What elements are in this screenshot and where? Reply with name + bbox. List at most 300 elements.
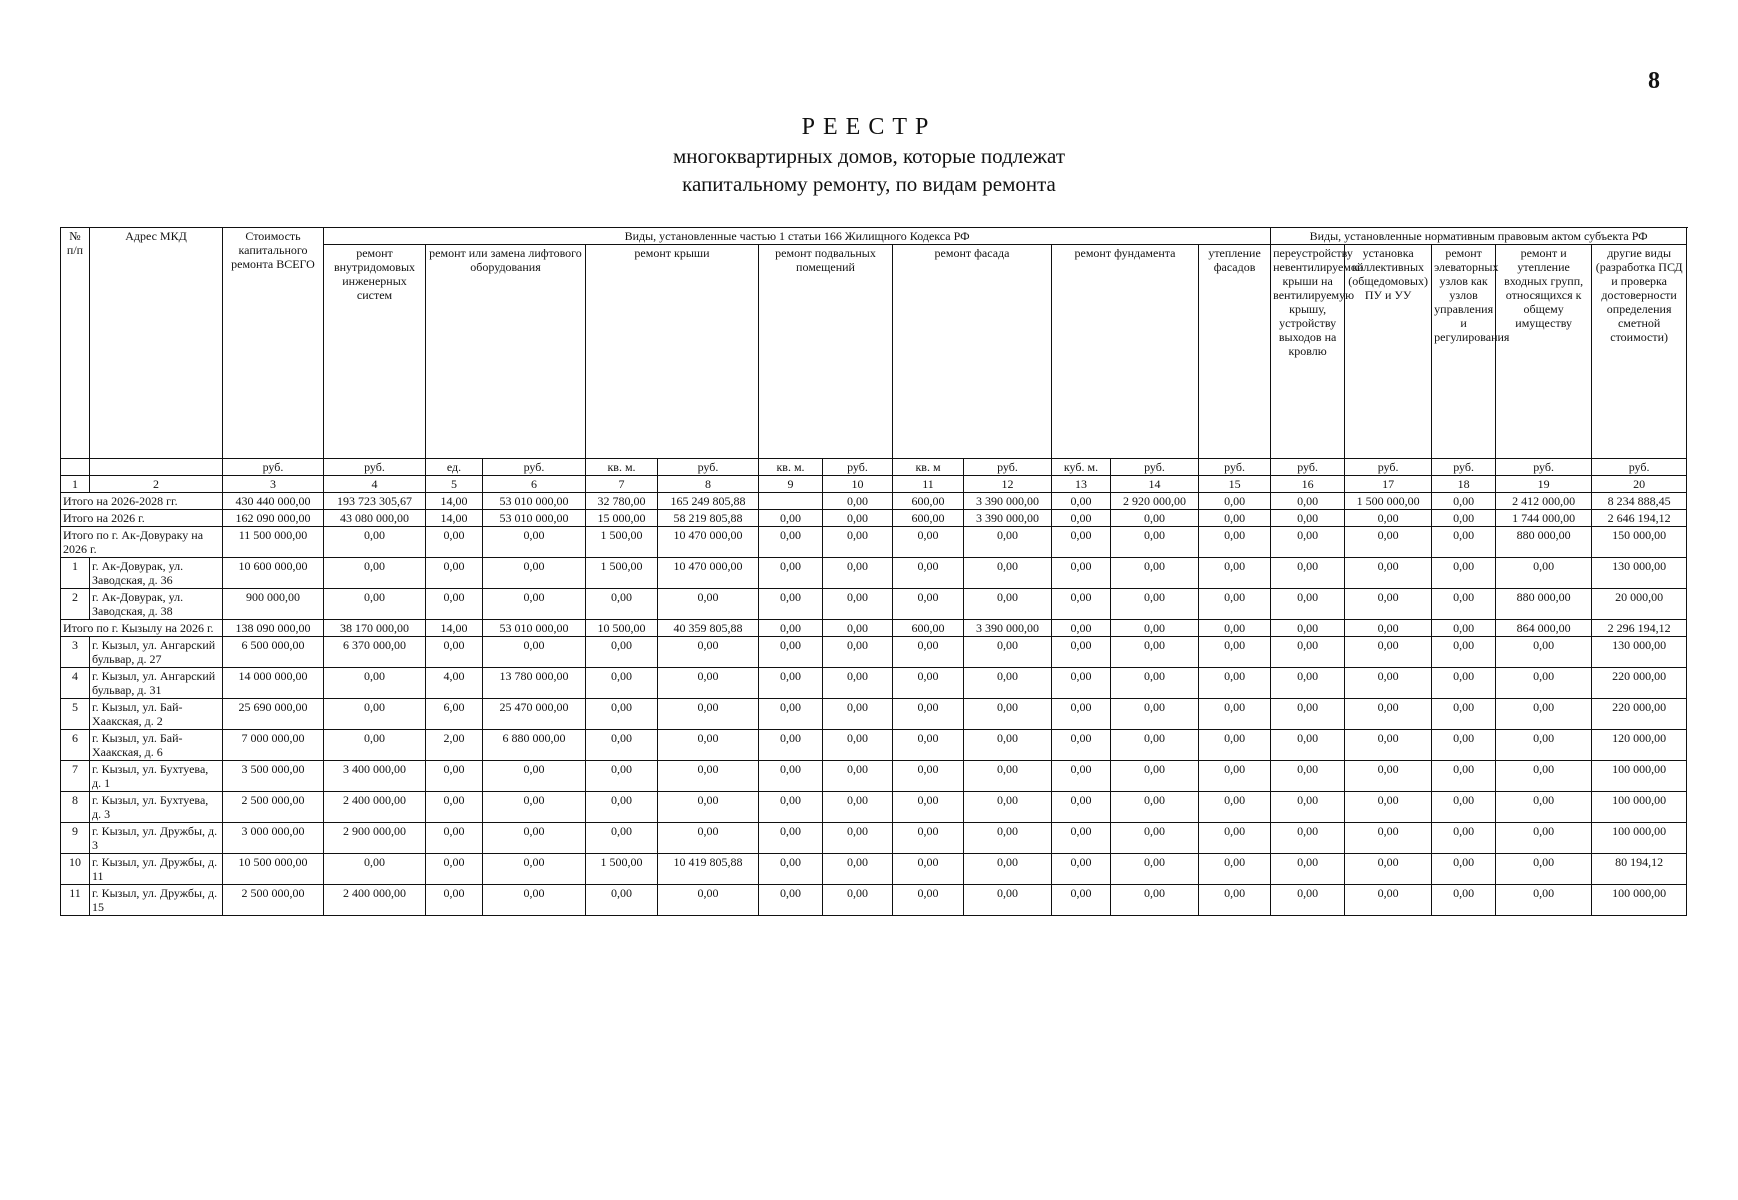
value-cell: 6 500 000,00 <box>223 637 324 668</box>
value-cell: 430 440 000,00 <box>223 493 324 510</box>
value-cell: 3 400 000,00 <box>324 761 426 792</box>
value-cell: 15 000,00 <box>586 510 658 527</box>
value-cell: 0,00 <box>1111 637 1199 668</box>
value-cell: 0,00 <box>426 637 483 668</box>
value-cell: 0,00 <box>426 558 483 589</box>
header-engineering: ремонт внутридомовых инженерных систем <box>324 245 426 459</box>
value-cell: 0,00 <box>1496 854 1592 885</box>
value-cell: 0,00 <box>823 792 893 823</box>
value-cell: 0,00 <box>1345 620 1432 637</box>
column-number: 16 <box>1271 476 1345 493</box>
value-cell: 0,00 <box>1345 792 1432 823</box>
value-cell: 0,00 <box>759 589 823 620</box>
value-cell: 0,00 <box>893 885 964 916</box>
row-number: 10 <box>61 854 90 885</box>
value-cell: 0,00 <box>823 668 893 699</box>
value-cell: 0,00 <box>483 792 586 823</box>
value-cell: 0,00 <box>1111 792 1199 823</box>
value-cell: 0,00 <box>1052 558 1111 589</box>
header-no: № п/п <box>61 228 90 459</box>
value-cell: 165 249 805,88 <box>658 493 759 510</box>
total-row <box>61 620 1687 637</box>
value-cell: 0,00 <box>823 620 893 637</box>
value-cell: 130 000,00 <box>1592 558 1687 589</box>
table-row <box>61 637 1687 668</box>
value-cell: 10 500 000,00 <box>223 854 324 885</box>
value-cell: 0,00 <box>1432 854 1496 885</box>
column-number: 7 <box>586 476 658 493</box>
value-cell: 0,00 <box>1345 699 1432 730</box>
value-cell: 0,00 <box>1271 527 1345 558</box>
column-number: 10 <box>823 476 893 493</box>
value-cell: 900 000,00 <box>223 589 324 620</box>
value-cell: 0,00 <box>893 854 964 885</box>
table-row <box>61 558 1687 589</box>
value-cell: 0,00 <box>426 527 483 558</box>
value-cell: 14,00 <box>426 493 483 510</box>
header-entrance: ремонт и утепление входных групп, относящихся к общему имуществу <box>1496 245 1592 459</box>
value-cell: 0,00 <box>324 730 426 761</box>
value-cell: 0,00 <box>1345 885 1432 916</box>
value-cell: 0,00 <box>1345 854 1432 885</box>
value-cell: 10 470 000,00 <box>658 558 759 589</box>
value-cell: 0,00 <box>586 792 658 823</box>
value-cell: 0,00 <box>1199 854 1271 885</box>
value-cell: 0,00 <box>759 637 823 668</box>
value-cell: 7 000 000,00 <box>223 730 324 761</box>
header-group-row <box>61 228 1687 245</box>
value-cell: 53 010 000,00 <box>483 510 586 527</box>
value-cell: 0,00 <box>658 668 759 699</box>
value-cell: 0,00 <box>1111 854 1199 885</box>
value-cell: 0,00 <box>1052 761 1111 792</box>
value-cell: 0,00 <box>1496 885 1592 916</box>
value-cell: 0,00 <box>1496 637 1592 668</box>
value-cell: 600,00 <box>893 510 964 527</box>
row-number: 5 <box>61 699 90 730</box>
value-cell: 0,00 <box>1432 792 1496 823</box>
unit-cell: руб. <box>658 459 759 476</box>
column-number: 20 <box>1592 476 1687 493</box>
value-cell: 220 000,00 <box>1592 699 1687 730</box>
value-cell: 0,00 <box>1052 730 1111 761</box>
value-cell: 0,00 <box>1345 761 1432 792</box>
value-cell: 0,00 <box>1432 493 1496 510</box>
value-cell: 0,00 <box>1432 730 1496 761</box>
value-cell: 0,00 <box>1271 637 1345 668</box>
table-row <box>61 668 1687 699</box>
value-cell: 0,00 <box>426 589 483 620</box>
value-cell: 2 500 000,00 <box>223 792 324 823</box>
value-cell: 0,00 <box>1052 792 1111 823</box>
value-cell: 100 000,00 <box>1592 792 1687 823</box>
value-cell: 0,00 <box>658 730 759 761</box>
unit-cell: руб. <box>1592 459 1687 476</box>
unit-cell: руб. <box>964 459 1052 476</box>
row-number: 9 <box>61 823 90 854</box>
value-cell: 0,00 <box>1432 620 1496 637</box>
value-cell: 0,00 <box>1271 823 1345 854</box>
value-cell: 4,00 <box>426 668 483 699</box>
value-cell: 0,00 <box>823 510 893 527</box>
value-cell: 0,00 <box>759 823 823 854</box>
unit-cell: руб. <box>1199 459 1271 476</box>
value-cell: 2 646 194,12 <box>1592 510 1687 527</box>
column-number: 13 <box>1052 476 1111 493</box>
value-cell: 0,00 <box>1496 792 1592 823</box>
value-cell: 0,00 <box>1111 558 1199 589</box>
value-cell: 3 000 000,00 <box>223 823 324 854</box>
address-cell: г. Кызыл, ул. Ангарский бульвар, д. 27 <box>90 637 223 668</box>
value-cell: 0,00 <box>823 637 893 668</box>
value-cell: 0,00 <box>586 699 658 730</box>
value-cell: 0,00 <box>1432 510 1496 527</box>
value-cell: 0,00 <box>426 885 483 916</box>
value-cell: 11 500 000,00 <box>223 527 324 558</box>
value-cell: 0,00 <box>324 527 426 558</box>
value-cell: 0,00 <box>964 699 1052 730</box>
value-cell: 43 080 000,00 <box>324 510 426 527</box>
total-row <box>61 527 1687 558</box>
value-cell: 0,00 <box>1271 730 1345 761</box>
document-title <box>0 112 1738 198</box>
row-number: 4 <box>61 668 90 699</box>
value-cell: 0,00 <box>893 823 964 854</box>
value-cell: 0,00 <box>1111 885 1199 916</box>
value-cell: 0,00 <box>759 699 823 730</box>
value-cell: 0,00 <box>759 668 823 699</box>
value-cell: 0,00 <box>483 823 586 854</box>
unit-cell: руб. <box>1345 459 1432 476</box>
address-cell: г. Ак-Довурак, ул. Заводская, д. 36 <box>90 558 223 589</box>
value-cell: 0,00 <box>1199 885 1271 916</box>
unit-cell: кв. м <box>893 459 964 476</box>
unit-cell: кв. м. <box>759 459 823 476</box>
value-cell: 0,00 <box>759 854 823 885</box>
value-cell: 0,00 <box>964 761 1052 792</box>
value-cell: 0,00 <box>586 730 658 761</box>
value-cell: 0,00 <box>823 854 893 885</box>
table-row <box>61 792 1687 823</box>
column-number: 18 <box>1432 476 1496 493</box>
header-elevator-nodes: ремонт элеваторных узлов как узлов управления и регулирования <box>1432 245 1496 459</box>
value-cell: 0,00 <box>1271 493 1345 510</box>
value-cell: 0,00 <box>1199 761 1271 792</box>
value-cell: 0,00 <box>1432 589 1496 620</box>
address-cell: г. Кызыл, ул. Бай-Хаакская, д. 6 <box>90 730 223 761</box>
value-cell: 880 000,00 <box>1496 527 1592 558</box>
header-group-federal: Виды, установленные частью 1 статьи 166 Жилищного Кодекса РФ <box>324 228 1271 245</box>
value-cell: 25 470 000,00 <box>483 699 586 730</box>
value-cell: 0,00 <box>1199 558 1271 589</box>
registry-table <box>60 227 1687 916</box>
value-cell: 0,00 <box>1052 620 1111 637</box>
row-number: 1 <box>61 558 90 589</box>
value-cell: 0,00 <box>964 668 1052 699</box>
value-cell: 0,00 <box>586 637 658 668</box>
address-cell: г. Кызыл, ул. Дружбы, д. 11 <box>90 854 223 885</box>
value-cell: 2 412 000,00 <box>1496 493 1592 510</box>
value-cell: 0,00 <box>964 823 1052 854</box>
value-cell: 8 234 888,45 <box>1592 493 1687 510</box>
value-cell: 0,00 <box>426 854 483 885</box>
value-cell: 0,00 <box>1496 699 1592 730</box>
value-cell: 1 500 000,00 <box>1345 493 1432 510</box>
value-cell: 0,00 <box>1199 527 1271 558</box>
value-cell: 0,00 <box>1052 854 1111 885</box>
value-cell: 0,00 <box>586 589 658 620</box>
units-blank <box>61 459 90 476</box>
value-cell: 0,00 <box>1111 620 1199 637</box>
value-cell: 0,00 <box>1199 620 1271 637</box>
value-cell: 0,00 <box>964 885 1052 916</box>
value-cell: 0,00 <box>964 730 1052 761</box>
value-cell: 0,00 <box>1271 589 1345 620</box>
total-label: Итого на 2026 г. <box>61 510 223 527</box>
value-cell: 0,00 <box>1199 637 1271 668</box>
value-cell: 130 000,00 <box>1592 637 1687 668</box>
value-cell: 25 690 000,00 <box>223 699 324 730</box>
value-cell: 0,00 <box>1199 668 1271 699</box>
value-cell: 100 000,00 <box>1592 823 1687 854</box>
value-cell: 0,00 <box>1199 510 1271 527</box>
value-cell: 120 000,00 <box>1592 730 1687 761</box>
value-cell: 0,00 <box>759 527 823 558</box>
address-cell: г. Кызыл, ул. Дружбы, д. 3 <box>90 823 223 854</box>
value-cell: 14,00 <box>426 510 483 527</box>
value-cell: 0,00 <box>1271 885 1345 916</box>
value-cell: 0,00 <box>964 637 1052 668</box>
value-cell: 0,00 <box>1345 558 1432 589</box>
column-number: 8 <box>658 476 759 493</box>
value-cell: 880 000,00 <box>1496 589 1592 620</box>
value-cell: 0,00 <box>893 730 964 761</box>
value-cell: 0,00 <box>658 637 759 668</box>
value-cell: 2,00 <box>426 730 483 761</box>
column-number: 4 <box>324 476 426 493</box>
value-cell: 0,00 <box>586 761 658 792</box>
value-cell: 0,00 <box>893 637 964 668</box>
table-row <box>61 885 1687 916</box>
value-cell: 0,00 <box>1496 730 1592 761</box>
value-cell: 0,00 <box>1199 792 1271 823</box>
value-cell: 0,00 <box>483 637 586 668</box>
unit-cell: руб. <box>1496 459 1592 476</box>
value-cell: 0,00 <box>759 730 823 761</box>
row-number: 7 <box>61 761 90 792</box>
value-cell: 0,00 <box>1345 527 1432 558</box>
value-cell: 0,00 <box>893 527 964 558</box>
value-cell: 0,00 <box>324 589 426 620</box>
value-cell: 2 400 000,00 <box>324 792 426 823</box>
value-cell: 0,00 <box>964 558 1052 589</box>
title-line-1: многоквартирных домов, которые подлежат <box>672 144 1066 168</box>
column-number: 19 <box>1496 476 1592 493</box>
value-cell: 0,00 <box>1111 730 1199 761</box>
value-cell: 0,00 <box>759 885 823 916</box>
value-cell: 0,00 <box>1199 823 1271 854</box>
units-blank <box>90 459 223 476</box>
total-row <box>61 510 1687 527</box>
value-cell: 0,00 <box>483 761 586 792</box>
value-cell: 193 723 305,67 <box>324 493 426 510</box>
header-lift: ремонт или замена лифтового оборудования <box>426 245 586 459</box>
value-cell: 2 296 194,12 <box>1592 620 1687 637</box>
value-cell: 0,00 <box>1111 699 1199 730</box>
value-cell: 0,00 <box>1496 823 1592 854</box>
column-number: 12 <box>964 476 1052 493</box>
page-number: 8 <box>1648 68 1660 94</box>
value-cell: 0,00 <box>586 668 658 699</box>
header-insulation: утепление фасадов <box>1199 245 1271 459</box>
value-cell: 0,00 <box>1271 558 1345 589</box>
value-cell: 0,00 <box>1052 668 1111 699</box>
address-cell: г. Кызыл, ул. Бай-Хаакская, д. 2 <box>90 699 223 730</box>
value-cell: 0,00 <box>483 527 586 558</box>
value-cell: 0,00 <box>823 527 893 558</box>
header-group-regional: Виды, установленные нормативным правовым актом субъекта РФ <box>1271 228 1687 245</box>
table-row <box>61 761 1687 792</box>
value-cell: 150 000,00 <box>1592 527 1687 558</box>
value-cell: 0,00 <box>324 668 426 699</box>
value-cell: 0,00 <box>1111 589 1199 620</box>
column-number: 2 <box>90 476 223 493</box>
unit-cell: руб. <box>223 459 324 476</box>
value-cell: 10 470 000,00 <box>658 527 759 558</box>
title-main: РЕЕСТР <box>801 114 937 140</box>
value-cell: 0,00 <box>1111 823 1199 854</box>
header-facade: ремонт фасада <box>893 245 1052 459</box>
value-cell: 0,00 <box>823 885 893 916</box>
header-address: Адрес МКД <box>90 228 223 459</box>
value-cell: 0,00 <box>1199 493 1271 510</box>
value-cell: 0,00 <box>893 699 964 730</box>
value-cell: 1 500,00 <box>586 854 658 885</box>
unit-cell: руб. <box>823 459 893 476</box>
table-row <box>61 854 1687 885</box>
value-cell: 0,00 <box>426 792 483 823</box>
value-cell: 0,00 <box>823 558 893 589</box>
unit-cell: руб. <box>1432 459 1496 476</box>
value-cell: 0,00 <box>1432 668 1496 699</box>
value-cell: 0,00 <box>1199 699 1271 730</box>
value-cell: 1 500,00 <box>586 558 658 589</box>
value-cell: 80 194,12 <box>1592 854 1687 885</box>
value-cell: 0,00 <box>964 854 1052 885</box>
value-cell: 0,00 <box>658 761 759 792</box>
value-cell: 0,00 <box>1111 668 1199 699</box>
value-cell: 0,00 <box>426 823 483 854</box>
value-cell: 10 600 000,00 <box>223 558 324 589</box>
column-number: 15 <box>1199 476 1271 493</box>
value-cell: 0,00 <box>1052 885 1111 916</box>
value-cell: 0,00 <box>1052 699 1111 730</box>
value-cell: 6,00 <box>426 699 483 730</box>
value-cell: 0,00 <box>658 792 759 823</box>
value-cell: 2 900 000,00 <box>324 823 426 854</box>
value-cell: 0,00 <box>1111 510 1199 527</box>
header-basement: ремонт подвальных помещений <box>759 245 893 459</box>
value-cell: 0,00 <box>759 761 823 792</box>
value-cell: 53 010 000,00 <box>483 620 586 637</box>
value-cell: 0,00 <box>1271 510 1345 527</box>
value-cell: 0,00 <box>658 885 759 916</box>
value-cell: 0,00 <box>1271 668 1345 699</box>
table-row <box>61 699 1687 730</box>
value-cell: 0,00 <box>1432 885 1496 916</box>
unit-cell: руб. <box>483 459 586 476</box>
value-cell: 0,00 <box>823 699 893 730</box>
value-cell: 0,00 <box>1345 510 1432 527</box>
unit-cell: кв. м. <box>586 459 658 476</box>
address-cell: г. Кызыл, ул. Дружбы, д. 15 <box>90 885 223 916</box>
value-cell: 0,00 <box>1496 761 1592 792</box>
header-other: другие виды (разработка ПСД и проверка достоверности определения сметной стоимости) <box>1592 245 1687 459</box>
value-cell: 0,00 <box>1111 761 1199 792</box>
value-cell: 0,00 <box>1432 823 1496 854</box>
unit-cell: руб. <box>1271 459 1345 476</box>
total-row <box>61 493 1687 510</box>
value-cell: 0,00 <box>759 510 823 527</box>
value-cell: 0,00 <box>964 527 1052 558</box>
row-number: 3 <box>61 637 90 668</box>
value-cell: 0,00 <box>823 823 893 854</box>
value-cell: 0,00 <box>658 699 759 730</box>
total-label: Итого по г. Кызылу на 2026 г. <box>61 620 223 637</box>
value-cell: 58 219 805,88 <box>658 510 759 527</box>
value-cell: 0,00 <box>1052 527 1111 558</box>
header-cost: Стоимость капитального ремонта ВСЕГО <box>223 228 324 459</box>
unit-cell: куб. м. <box>1052 459 1111 476</box>
value-cell: 3 390 000,00 <box>964 510 1052 527</box>
value-cell: 6 880 000,00 <box>483 730 586 761</box>
value-cell: 0,00 <box>1052 510 1111 527</box>
value-cell: 0,00 <box>964 792 1052 823</box>
total-label: Итого на 2026-2028 гг. <box>61 493 223 510</box>
value-cell: 0,00 <box>893 558 964 589</box>
total-label: Итого по г. Ак-Довураку на 2026 г. <box>61 527 223 558</box>
value-cell: 13 780 000,00 <box>483 668 586 699</box>
unit-cell: руб. <box>324 459 426 476</box>
value-cell: 0,00 <box>483 558 586 589</box>
value-cell: 0,00 <box>1345 589 1432 620</box>
value-cell: 0,00 <box>658 823 759 854</box>
value-cell: 0,00 <box>759 792 823 823</box>
value-cell: 0,00 <box>893 668 964 699</box>
value-cell: 0,00 <box>1052 823 1111 854</box>
value-cell: 0,00 <box>1271 699 1345 730</box>
value-cell: 100 000,00 <box>1592 885 1687 916</box>
value-cell: 0,00 <box>324 699 426 730</box>
value-cell: 220 000,00 <box>1592 668 1687 699</box>
value-cell: 0,00 <box>823 493 893 510</box>
row-number: 8 <box>61 792 90 823</box>
row-number: 11 <box>61 885 90 916</box>
value-cell: 0,00 <box>1432 527 1496 558</box>
value-cell: 600,00 <box>893 620 964 637</box>
column-number: 11 <box>893 476 964 493</box>
value-cell: 0,00 <box>586 823 658 854</box>
value-cell: 0,00 <box>759 558 823 589</box>
value-cell: 0,00 <box>1052 589 1111 620</box>
value-cell: 0,00 <box>586 885 658 916</box>
value-cell: 2 920 000,00 <box>1111 493 1199 510</box>
column-number: 1 <box>61 476 90 493</box>
column-number: 14 <box>1111 476 1199 493</box>
value-cell: 1 500,00 <box>586 527 658 558</box>
registry-table-body <box>61 228 1687 916</box>
value-cell: 20 000,00 <box>1592 589 1687 620</box>
